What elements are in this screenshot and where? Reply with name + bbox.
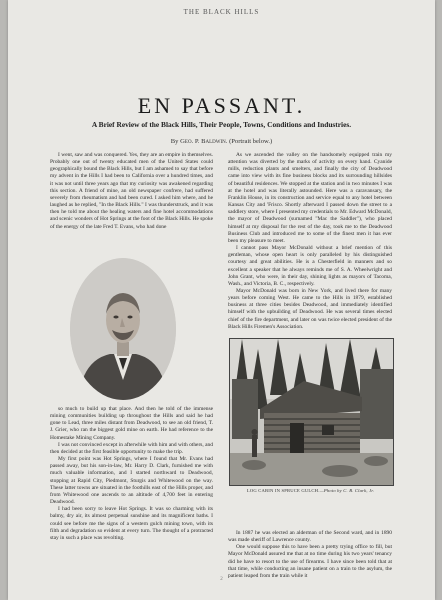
log-cabin-photo xyxy=(229,338,394,486)
caption-credit: —Photo by C. B. Clark, Jr. xyxy=(319,488,375,493)
left-column-bottom xyxy=(50,406,213,551)
paragraph: In 1887 he was elected an alderman of the Second ward, and in 1890 was made sheriff of Lawrence county. xyxy=(228,530,392,544)
byline-prefix: By xyxy=(170,138,179,145)
right-column-bottom xyxy=(228,530,392,579)
paragraph: so much to build up that place. And then he told of the immense mining communities building up throughout the Hills and said he had gone to Lead, three miles distant from Deadwood, to see an old friend, T. J. Grier, who ran the biggest gold mine on earth. He had reference to the Homestake Mining Company. xyxy=(50,406,213,441)
magazine-page xyxy=(8,0,435,600)
paragraph: I was not convinced except in afterwhile with him and with others, and then decided at the first feasible opportunity to make the trip. xyxy=(50,441,213,455)
photo-caption xyxy=(229,488,392,493)
byline-note: (Portrait below.) xyxy=(229,138,273,145)
article-title: EN PASSANT. xyxy=(137,93,306,118)
paragraph: I had been sorry to leave Hot Springs. It was so charming with its balmy, dry air, its almost perpetual sunshine and its magnificent baths. I could see before me the signs of a western gulch mining town, with its filth and degradation so evident at every turn. The thought of a protracted stay in such a place was revolting. xyxy=(50,506,213,541)
caption-text: LOG CABIN IN SPRUCE GULCH. xyxy=(246,488,320,493)
author-portrait xyxy=(70,258,176,400)
author-name: Geo. P. Baldwin. xyxy=(180,138,228,145)
right-column-top xyxy=(228,152,392,330)
paragraph: Mayor McDonald was born in New York, and lived there for many years before coming West. He came to the Hills in 1879, established business at three cities besides Deadwood, and immediately identified himself with the upbuilding of Deadwood. He was several times elected chief of the fire department, and later on was twice elected president of the Black Hills Firemen's Association. xyxy=(228,287,392,330)
left-column-top xyxy=(50,152,213,255)
byline xyxy=(8,138,435,145)
paragraph: I cannot pass Mayor McDonald without a brief mention of this gentleman, whose open heart is only paralleled by his distinguished courtesy and great abilities. He is a Chesterfield in manners and so excellent a speaker that he always reminds me of S. A. Wheelwright and John Grant, who were, in their day, shining lights as mayors of Tacoma, Wash., and Victoria, B. C., respectively. xyxy=(228,245,392,287)
paragraph: I went, saw and was conquered. Yes, they are an empire in themselves. Probably one out of twenty educated men of the United States could geographically bound the Black Hills, but I am ashamed to say that before my advent in the Hills I had been to California over a hundred times, and it was not until three years ago that my curiosity was awakened regarding this section. A friend of mine, an old newspaper confrere, had suffered severely from rheumatism and had been cured. I asked him where, and he laughed as he replied, "In the Black Hills." I was thunderstruck, and it was then he told me about the healing waters and fine hotel accommodations and scenic wonders of Hot Springs at the foot of the Black Hills. He spoke of the energy of the late Fred T. Evans, who had done xyxy=(50,152,213,230)
page-number: 2 xyxy=(220,577,223,582)
paragraph: My first point was Hot Springs, where I found that Mr. Evans had passed away, but his son-in-law, Mr. Harry D. Clark, furnished me with much valuable information, and I started northward to Deadwood, stopping at Rapid City, Piedmont, Sturgis and Whitewood on the way. These latter towns are situated in the foothills east of the Hills proper, and from Whitewood one ascends to an altitude of 4,700 feet in entering Deadwood. xyxy=(50,456,213,506)
article-subtitle: A Brief Review of the Black Hills, Their People, Towns, Conditions and Industries. xyxy=(91,120,352,129)
paragraph: As we ascended the valley on the handsomely equipped train my attention was diverted by the marks of activity on every hand. Cyanide mills, reduction plants and smelters, and finally the city of Deadwood came into view with its fine business blocks and its surrounding hillsides of beautiful residences. We stopped at the station and in two minutes I was at the hotel and was literally astounded. Here was a caravansary, the Franklin House, in its construction and service equal to any hotel between Kansas City and 'Frisco. Shortly afterward I passed down the street to a saddlery store, where I presented my credentials to Mr. Edward McDonald, the mayor of Deadwood (surnamed "Mac the Saddler"), who placed himself at my disposal for the rest of the day, took me to the Deadwood Business Club and introduced me to some of the finest men it has ever been my pleasure to meet. xyxy=(228,152,392,244)
paragraph: One would suppose this to have been a pretty trying office to fill, but Mayor McDonald assured me that at no time during his two years' tenancy did he have to resort to the use of firearms. I have since been told that at that time, while conducting an insane patient on a train to the asylum, the patient leaped from the train while it xyxy=(228,544,392,579)
running-head: THE BLACK HILLS xyxy=(183,8,260,16)
